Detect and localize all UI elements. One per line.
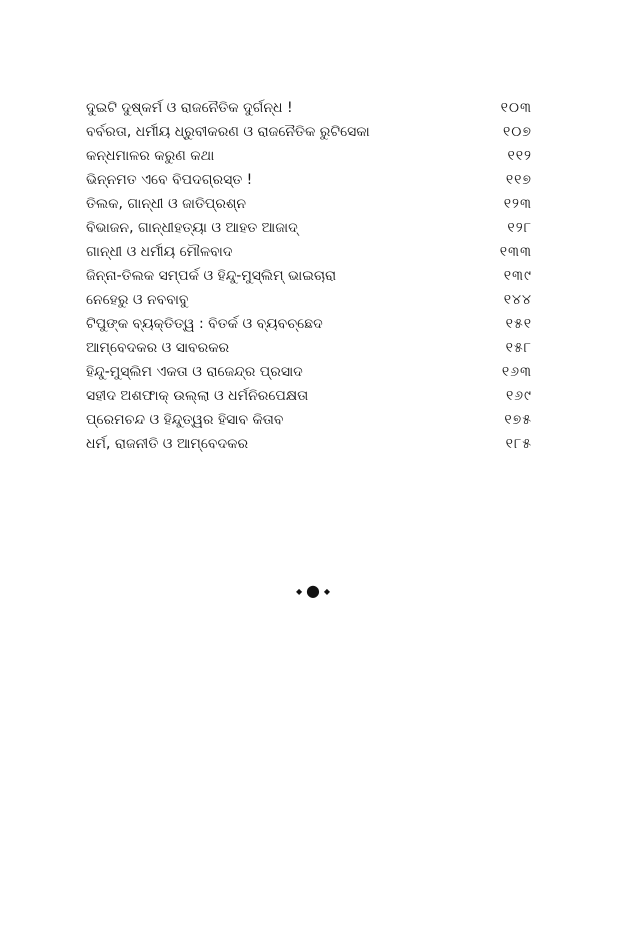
toc-entry[interactable] <box>86 312 532 336</box>
toc-entry[interactable] <box>86 120 532 144</box>
section-divider-ornament <box>0 583 626 600</box>
toc-entry[interactable] <box>86 288 532 312</box>
toc-entry[interactable] <box>86 144 532 168</box>
toc-entry-page: ୧୭୫ <box>504 412 532 428</box>
diamond-icon: ◆ <box>296 587 303 596</box>
toc-entry-page: ୧୧୨ <box>507 148 532 164</box>
toc-entry-title: କନ୍ଧମାଳର କରୁଣ କଥା <box>86 148 215 164</box>
diamond-icon: ◆ <box>323 587 330 596</box>
toc-entry-title: ଦୁଇଟି ଦୁଷ୍କର୍ମ ଓ ରାଜନୈତିକ ଦୁର୍ଗନ୍ଧ ! <box>86 100 293 116</box>
toc-entry-page: ୧୪୪ <box>503 292 532 308</box>
toc-entry-page: ୧୬୯ <box>505 388 532 404</box>
toc-entry-title: ଧର୍ମ, ରାଜନୀତି ଓ ଆମ୍ବେଦକର <box>86 436 249 452</box>
toc-entry[interactable] <box>86 384 532 408</box>
toc-entry[interactable] <box>86 432 532 456</box>
toc-entry[interactable] <box>86 336 532 360</box>
table-of-contents <box>86 96 532 456</box>
toc-entry-page: ୧୮୫ <box>505 436 532 452</box>
toc-entry-title: ଆମ୍ବେଦକର ଓ ସାବରକର <box>86 340 230 356</box>
toc-entry-title: ସହୀଦ ଅଶଫାକ୍‌ ଉଲ୍ଲା ଓ ଧର୍ମନିରପେକ୍ଷତା <box>86 388 309 404</box>
toc-entry[interactable] <box>86 264 532 288</box>
dot-icon: ● <box>306 581 320 600</box>
toc-entry-page: ୧୨୮ <box>507 220 532 236</box>
toc-entry-page: ୧୩୯ <box>503 268 532 284</box>
toc-entry-title: ପ୍ରେମଚନ୍ଦ ଓ ହିନ୍ଦୁତ୍ୱର ହିସାବ କିତାବ <box>86 412 284 428</box>
toc-entry[interactable] <box>86 192 532 216</box>
toc-entry-title: ବର୍ବରତା, ଧର୍ମୀୟ ଧ୍ରୁବୀକରଣ ଓ ରାଜନୈତିକ ରୁଟିସେକା <box>86 124 370 140</box>
toc-entry-title: ବିଭାଜନ, ଗାନ୍ଧୀହତ୍ୟା ଓ ଆହତ ଆଜାଦ୍‌ <box>86 220 298 236</box>
toc-entry-title: ଭିନ୍ନମତ ଏବେ ବିପଦଗ୍ରସ୍ତ ! <box>86 172 253 188</box>
toc-entry[interactable] <box>86 240 532 264</box>
toc-entry-page: ୧୦୩ <box>500 100 532 116</box>
toc-entry[interactable] <box>86 216 532 240</box>
toc-entry-page: ୧୫୮ <box>505 340 532 356</box>
toc-entry-title: ହିନ୍ଦୁ-ମୁସ୍‌ଲିମ ଏକତା ଓ ରାଜେନ୍ଦ୍ର ପ୍ରସାଦ <box>86 364 303 380</box>
toc-entry-page: ୧୧୭ <box>505 172 532 188</box>
toc-entry-title: ଟିପୁଙ୍କ ବ୍ୟକ୍ତିତ୍ୱ : ବିତର୍କ ଓ ବ୍ୟବଚ୍ଛେଦ <box>86 316 323 332</box>
toc-entry-page: ୧୬୩ <box>501 364 532 380</box>
toc-entry-page: ୧୩୩ <box>499 244 532 260</box>
toc-entry[interactable] <box>86 408 532 432</box>
toc-entry[interactable] <box>86 96 532 120</box>
toc-entry-page: ୧୨୩ <box>503 196 532 212</box>
toc-entry-page: ୧୫୧ <box>505 316 532 332</box>
toc-entry[interactable] <box>86 360 532 384</box>
toc-entry-title: ଗାନ୍ଧୀ ଓ ଧର୍ମୀୟ ମୌଳବାଦ <box>86 244 233 260</box>
toc-entry-title: ତିଲକ, ଗାନ୍ଧୀ ଓ ଜାତିପ୍ରଶ୍ନ <box>86 196 247 212</box>
toc-entry[interactable] <box>86 168 532 192</box>
toc-entry-page: ୧୦୭ <box>503 124 532 140</box>
toc-entry-title: ନେହେରୁ ଓ ନବବାବୁ <box>86 292 189 308</box>
toc-entry-title: ଜିନ୍ନା-ତିଲକ ସମ୍ପର୍କ ଓ ହିନ୍ଦୁ-ମୁସ୍‌ଲିମ୍‌ ଭାଇଚାରା <box>86 268 337 284</box>
